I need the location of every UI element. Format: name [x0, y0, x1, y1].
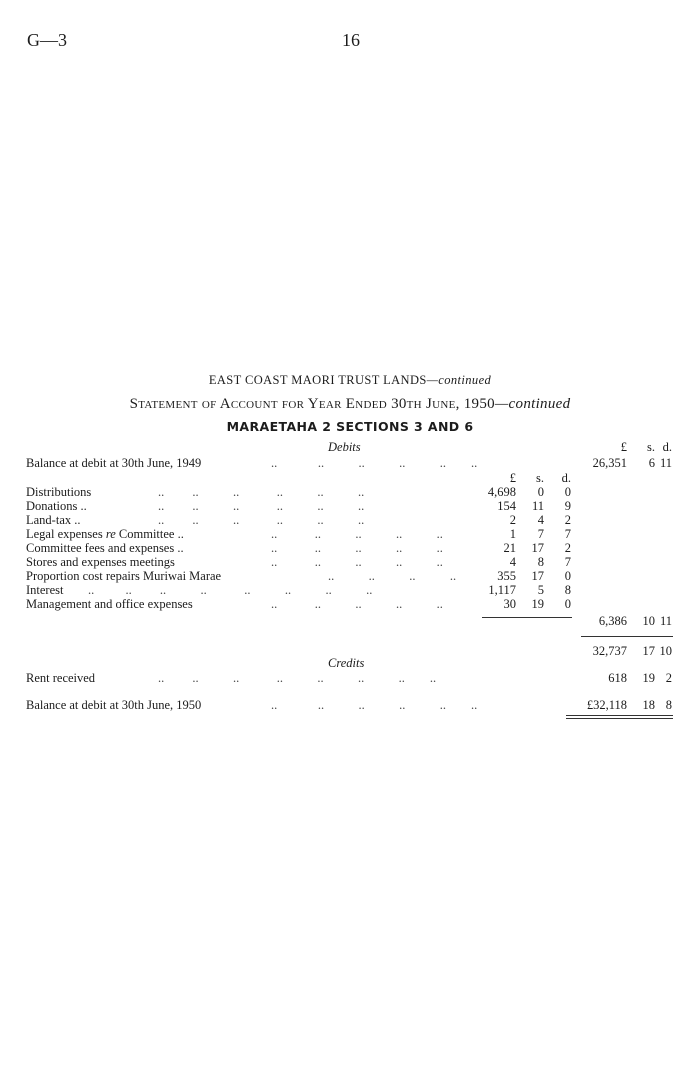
item-shillings: 17 [531, 541, 544, 555]
item-shillings: 8 [537, 555, 544, 569]
rent-pounds: 618 [608, 671, 627, 685]
list-item [26, 597, 486, 611]
page-reference: G—3 [27, 30, 67, 50]
total-pence: 10 [659, 644, 672, 658]
item-pounds: 21 [503, 541, 516, 555]
item-label-part: Legal expenses [26, 527, 106, 541]
inner-pence-header: d. [561, 471, 571, 485]
item-pounds: 2 [509, 513, 516, 527]
inner-shillings-header: s. [536, 471, 544, 485]
double-rule-top [566, 715, 673, 716]
section-title-continued: —continued [426, 373, 492, 387]
list-item [26, 555, 486, 569]
debits-heading: Debits [328, 440, 361, 454]
list-item [26, 583, 486, 597]
list-item [26, 569, 486, 583]
item-label-italic: re [105, 527, 116, 541]
item-pence: 0 [564, 569, 571, 583]
total-rule [581, 636, 673, 637]
item-shillings: 17 [531, 569, 544, 583]
item-shillings: 4 [537, 513, 544, 527]
item-label: Committee fees and expenses .. [26, 541, 184, 555]
item-shillings: 19 [531, 597, 544, 611]
list-item [26, 527, 486, 541]
leader-dots: .. .. .. .. .. [271, 597, 443, 611]
item-pence: 7 [564, 555, 571, 569]
item-pence: 8 [564, 583, 571, 597]
leader-dots: .. .. .. .. [328, 569, 457, 583]
section-title-main: EAST COAST MAORI TRUST LANDS [208, 373, 427, 387]
closing-pounds: £32,118 [586, 698, 627, 712]
item-label: Distributions [26, 485, 92, 499]
opening-pounds: 26,351 [592, 456, 627, 470]
item-label: Stores and expenses meetings [26, 555, 175, 569]
item-shillings: 7 [537, 527, 544, 541]
item-label: Management and office expenses [26, 597, 193, 611]
item-pounds: 1,117 [488, 583, 516, 597]
list-item [26, 513, 486, 527]
item-shillings: 11 [531, 499, 544, 513]
page-number: 16 [342, 30, 360, 50]
item-pence: 2 [564, 541, 571, 555]
item-label: Proportion cost repairs Muriwai Marae [26, 569, 222, 583]
item-pounds: 154 [497, 499, 516, 513]
outer-pence-header: d. [662, 440, 672, 454]
item-label: Interest [26, 583, 64, 597]
rent-pence: 2 [665, 671, 672, 685]
opening-balance-label: Balance at debit at 30th June, 1949 [26, 456, 202, 470]
credits-heading: Credits [328, 656, 365, 670]
item-pounds: 4 [509, 555, 516, 569]
rent-label: Rent received [26, 671, 96, 685]
outer-pounds-header: £ [620, 440, 627, 454]
leader-dots: .. .. .. .. .. .. .. .. [158, 671, 437, 685]
opening-pence: 11 [659, 456, 672, 470]
item-pounds: 355 [497, 569, 516, 583]
leader-dots: .. .. .. .. .. .. [158, 485, 365, 499]
item-pence: 9 [564, 499, 571, 513]
item-pence: 0 [564, 485, 571, 499]
total-shillings: 17 [642, 644, 655, 658]
item-label-part: Committee .. [115, 527, 184, 541]
item-shillings: 0 [537, 485, 544, 499]
rent-row [26, 671, 571, 685]
subtotal-shillings: 10 [642, 614, 655, 628]
closing-balance-label: Balance at debit at 30th June, 1950 [26, 698, 202, 712]
rent-shillings: 19 [642, 671, 655, 685]
block-title: MARAETAHA 2 SECTIONS 3 AND 6 [226, 419, 474, 434]
subtotal-rule [482, 617, 572, 618]
closing-balance-row [26, 698, 571, 712]
list-item [26, 485, 486, 499]
list-item [26, 541, 486, 555]
closing-shillings: 18 [642, 698, 655, 712]
item-pounds: 4,698 [487, 485, 516, 499]
item-pounds: 30 [503, 597, 516, 611]
leader-dots: .. .. .. .. .. [271, 527, 443, 541]
leader-dots: .. .. .. .. .. .. [158, 499, 365, 513]
leader-dots: .. .. .. .. .. [271, 555, 443, 569]
double-rule-bottom [566, 718, 673, 719]
opening-balance-row [26, 456, 566, 470]
section-title [0, 373, 700, 388]
item-pence: 0 [564, 597, 571, 611]
item-pence: 2 [564, 513, 571, 527]
opening-shillings: 6 [648, 456, 655, 470]
item-label: Land-tax .. [26, 513, 81, 527]
statement-title-main: Statement of Account for Year Ended 30th June, 1950 [129, 396, 495, 412]
total-pounds: 32,737 [592, 644, 627, 658]
subtotal-pounds: 6,386 [598, 614, 627, 628]
leader-dots: .. .. .. .. .. .. [271, 456, 478, 470]
item-label [26, 527, 184, 541]
leader-dots: .. .. .. .. .. .. .. .. [88, 583, 373, 597]
closing-pence: 8 [665, 698, 672, 712]
leader-dots: .. .. .. .. .. .. [271, 698, 478, 712]
subtotal-pence: 11 [659, 614, 672, 628]
list-item [26, 499, 486, 513]
statement-title [0, 396, 700, 413]
item-pounds: 1 [509, 527, 516, 541]
outer-shillings-header: s. [647, 440, 655, 454]
item-label: Donations .. [26, 499, 87, 513]
leader-dots: .. .. .. .. .. .. [158, 513, 365, 527]
statement-title-continued: —continued [494, 396, 571, 412]
item-pence: 7 [564, 527, 571, 541]
leader-dots: .. .. .. .. .. [271, 541, 443, 555]
item-shillings: 5 [537, 583, 544, 597]
inner-pounds-header: £ [509, 471, 516, 485]
